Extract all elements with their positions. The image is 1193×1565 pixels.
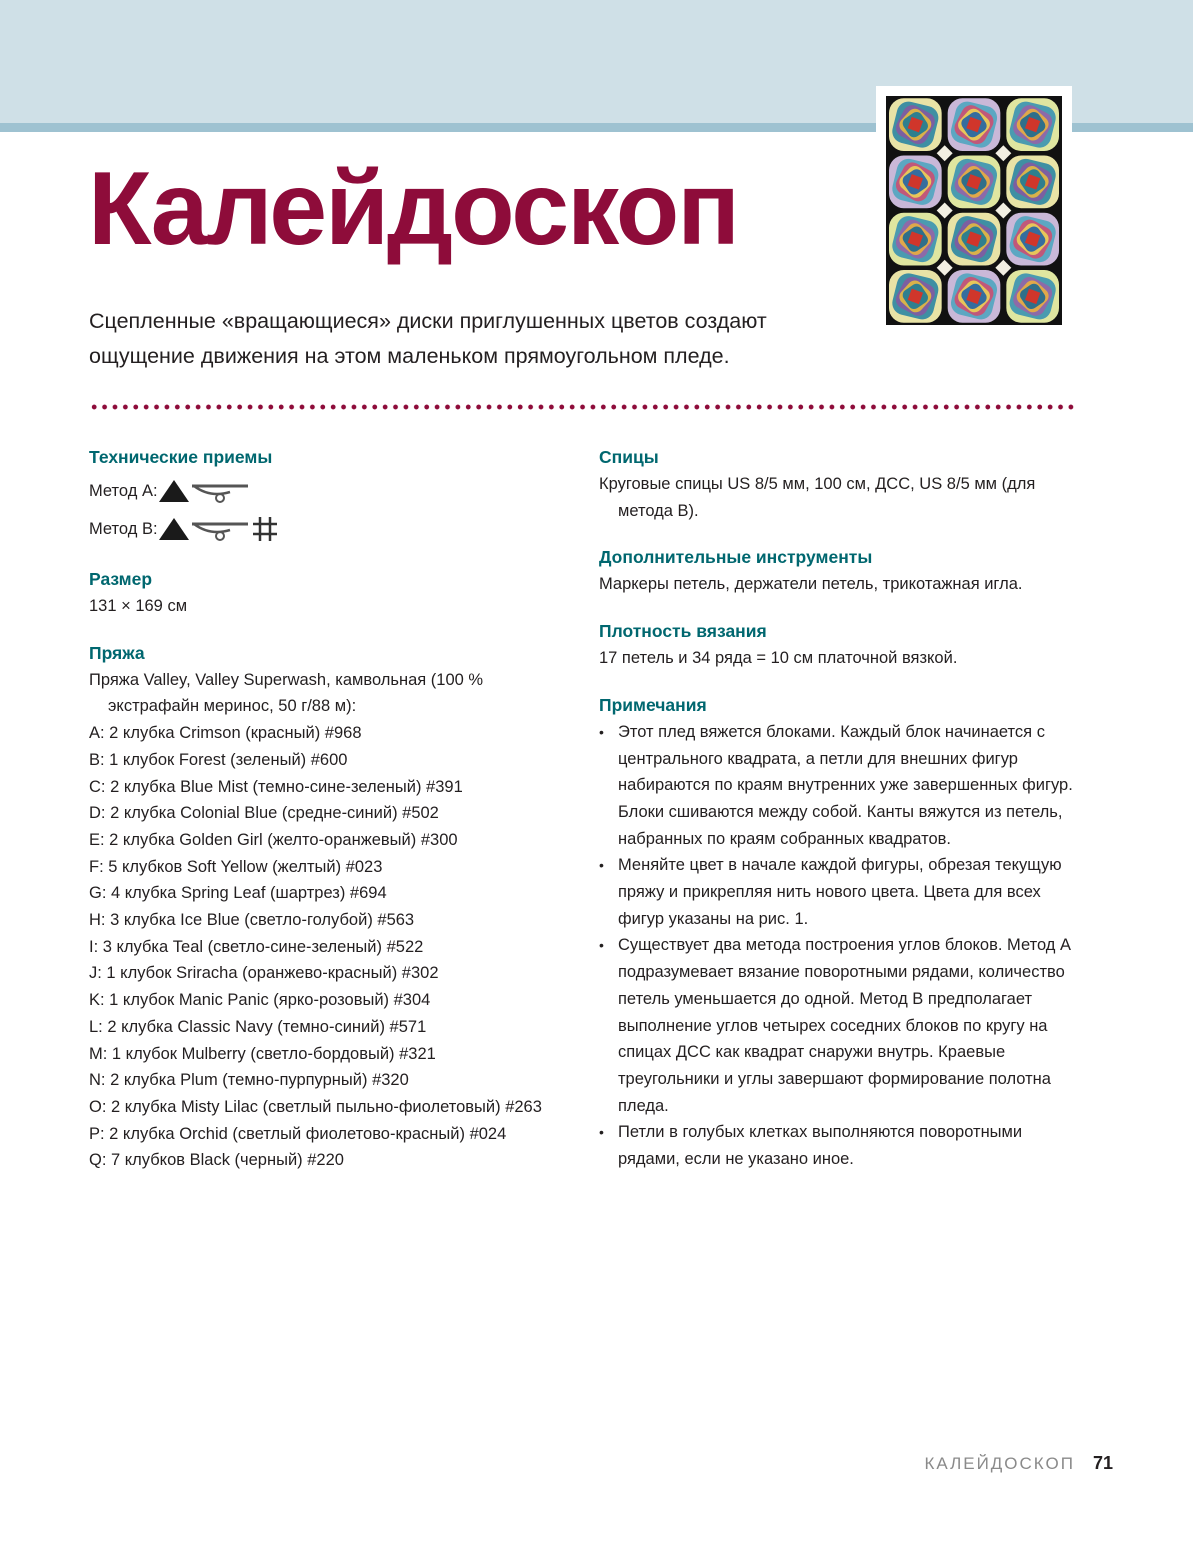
quilt-block (948, 270, 1001, 323)
yarn-item: M: 1 клубок Mulberry (светло-бордовый) #321 (89, 1044, 436, 1063)
quilt-block (889, 98, 942, 151)
yarn-item: B: 1 клубок Forest (зеленый) #600 (89, 750, 348, 769)
quilt-block (948, 98, 1001, 151)
yarn-item: I: 3 клубка Teal (светло-сине-зеленый) #522 (89, 937, 424, 956)
quilt-block (948, 213, 1001, 266)
needles-section (599, 444, 1081, 524)
yarn-section (89, 640, 569, 1174)
note-item: • Меняйте цвет в начале каждой фигуры, обрезая текущую пряжу и прикрепляя нить нового цвета. Цвета для всех фигур указаны на рис. 1. (599, 852, 1081, 932)
yarn-item: G: 4 клубка Spring Leaf (шартрез) #694 (89, 884, 387, 903)
left-column (89, 444, 569, 1194)
triangle-icon (158, 516, 190, 542)
quilt-block (1006, 98, 1059, 151)
yarn-item: C: 2 клубка Blue Mist (темно-сине-зеленый) #391 (89, 777, 463, 796)
quilt-photo (876, 86, 1072, 335)
yarn-item: J: 1 клубок Sriracha (оранжево-красный) #302 (89, 964, 439, 983)
method-a-row (89, 474, 569, 508)
yarn-item: N: 2 клубка Plum (темно-пурпурный) #320 (89, 1071, 409, 1090)
notes-heading: Примечания (599, 694, 707, 715)
tools-heading: Дополнительные инструменты (599, 547, 873, 568)
yarn-heading: Пряжа (89, 642, 145, 663)
note-item: • Этот плед вяжется блоками. Каждый блок начинается с центрального квадрата, а петли для внешних фигур набираются по краям внутренних уже завершенных фигур. Блоки сшиваются между собой. Канты вяжутся из петель, набранных по краям собранных квадратов. (599, 719, 1081, 853)
tools-text: Маркеры петель, держатели петель, трикотажная игла. (599, 575, 1023, 594)
gauge-text: 17 петель и 34 ряда = 10 см платочной вязкой. (599, 649, 958, 668)
yarn-intro: Пряжа Valley, Valley Superwash, камвольная (100 % экстрафайн меринос, 50 г/88 м): (89, 670, 484, 716)
quilt-image (886, 96, 1062, 325)
needles-heading: Спицы (599, 447, 659, 467)
notes-section (599, 692, 1081, 1173)
yarn-item: A: 2 клубка Crimson (красный) #968 (89, 724, 362, 743)
yarn-item: P: 2 клубка Orchid (светлый фиолетово-красный) #024 (89, 1124, 507, 1143)
quilt-block (889, 213, 942, 266)
running-title: КАЛЕЙДОСКОП (924, 1454, 1075, 1473)
notes-list (599, 719, 1081, 1173)
page-footer (924, 1453, 1113, 1474)
note-item: • Существует два метода построения углов блоков. Метод A подразумевает вязание поворотными рядами, количество петель уменьшается до одной. Метод B предполагает выполнение углов четырех соседних блоков по кругу на спицах ДСС как квадрат снаружи внутрь. Краевые треугольники и углы завершают формирование полотна пледа. (599, 932, 1081, 1119)
quilt-block (1006, 270, 1059, 323)
dotted-divider (89, 404, 1077, 410)
yarn-item: D: 2 клубка Colonial Blue (средне-синий) #502 (89, 804, 439, 823)
yarn-item: L: 2 клубка Classic Navy (темно-синий) #571 (89, 1017, 427, 1036)
gauge-section (599, 618, 1081, 672)
quilt-block (889, 156, 942, 209)
quilt-block (1006, 213, 1059, 266)
method-a-label: Метод A: (89, 481, 158, 500)
grid-icon (250, 514, 280, 544)
size-value: 131 × 169 см (89, 597, 188, 615)
yarn-list (89, 720, 569, 1174)
page-number: 71 (1092, 1453, 1113, 1473)
yarn-item: F: 5 клубков Soft Yellow (желтый) #023 (89, 857, 383, 876)
tools-section (599, 544, 1081, 598)
size-heading: Размер (89, 569, 153, 589)
quilt-block (1006, 156, 1059, 209)
needle-icon (190, 476, 250, 506)
page-title: Калейдоскоп (88, 151, 739, 267)
needles-text: Круговые спицы US 8/5 мм, 100 см, ДСС, US 8/5 мм (для метода B). (599, 475, 1036, 520)
gauge-heading: Плотность вязания (599, 621, 767, 642)
right-column (599, 444, 1081, 1193)
yarn-item: O: 2 клубка Misty Lilac (светлый пыльно-фиолетовый) #263 (89, 1097, 542, 1116)
quilt-block (889, 270, 942, 323)
triangle-icon (158, 478, 190, 504)
yarn-item: H: 3 клубка Ice Blue (светло-голубой) #563 (89, 911, 415, 930)
techniques-heading: Технические приемы (89, 447, 273, 467)
yarn-item: Q: 7 клубков Black (черный) #220 (89, 1151, 344, 1170)
yarn-item: K: 1 клубок Manic Panic (ярко-розовый) #304 (89, 991, 431, 1010)
intro-text: Сцепленные «вращающиеся» диски приглушенных цветов создают ощущение движения на этом маленьком прямоугольном пледе. (89, 309, 767, 368)
techniques-section (89, 444, 569, 546)
method-b-label: Метод B: (89, 519, 158, 538)
method-b-row (89, 512, 569, 546)
needle-icon (190, 514, 250, 544)
yarn-item: E: 2 клубка Golden Girl (желто-оранжевый) #300 (89, 830, 458, 849)
note-item: • Петли в голубых клетках выполняются поворотными рядами, если не указано иное. (599, 1119, 1081, 1172)
quilt-block (948, 156, 1001, 209)
size-section (89, 566, 569, 620)
